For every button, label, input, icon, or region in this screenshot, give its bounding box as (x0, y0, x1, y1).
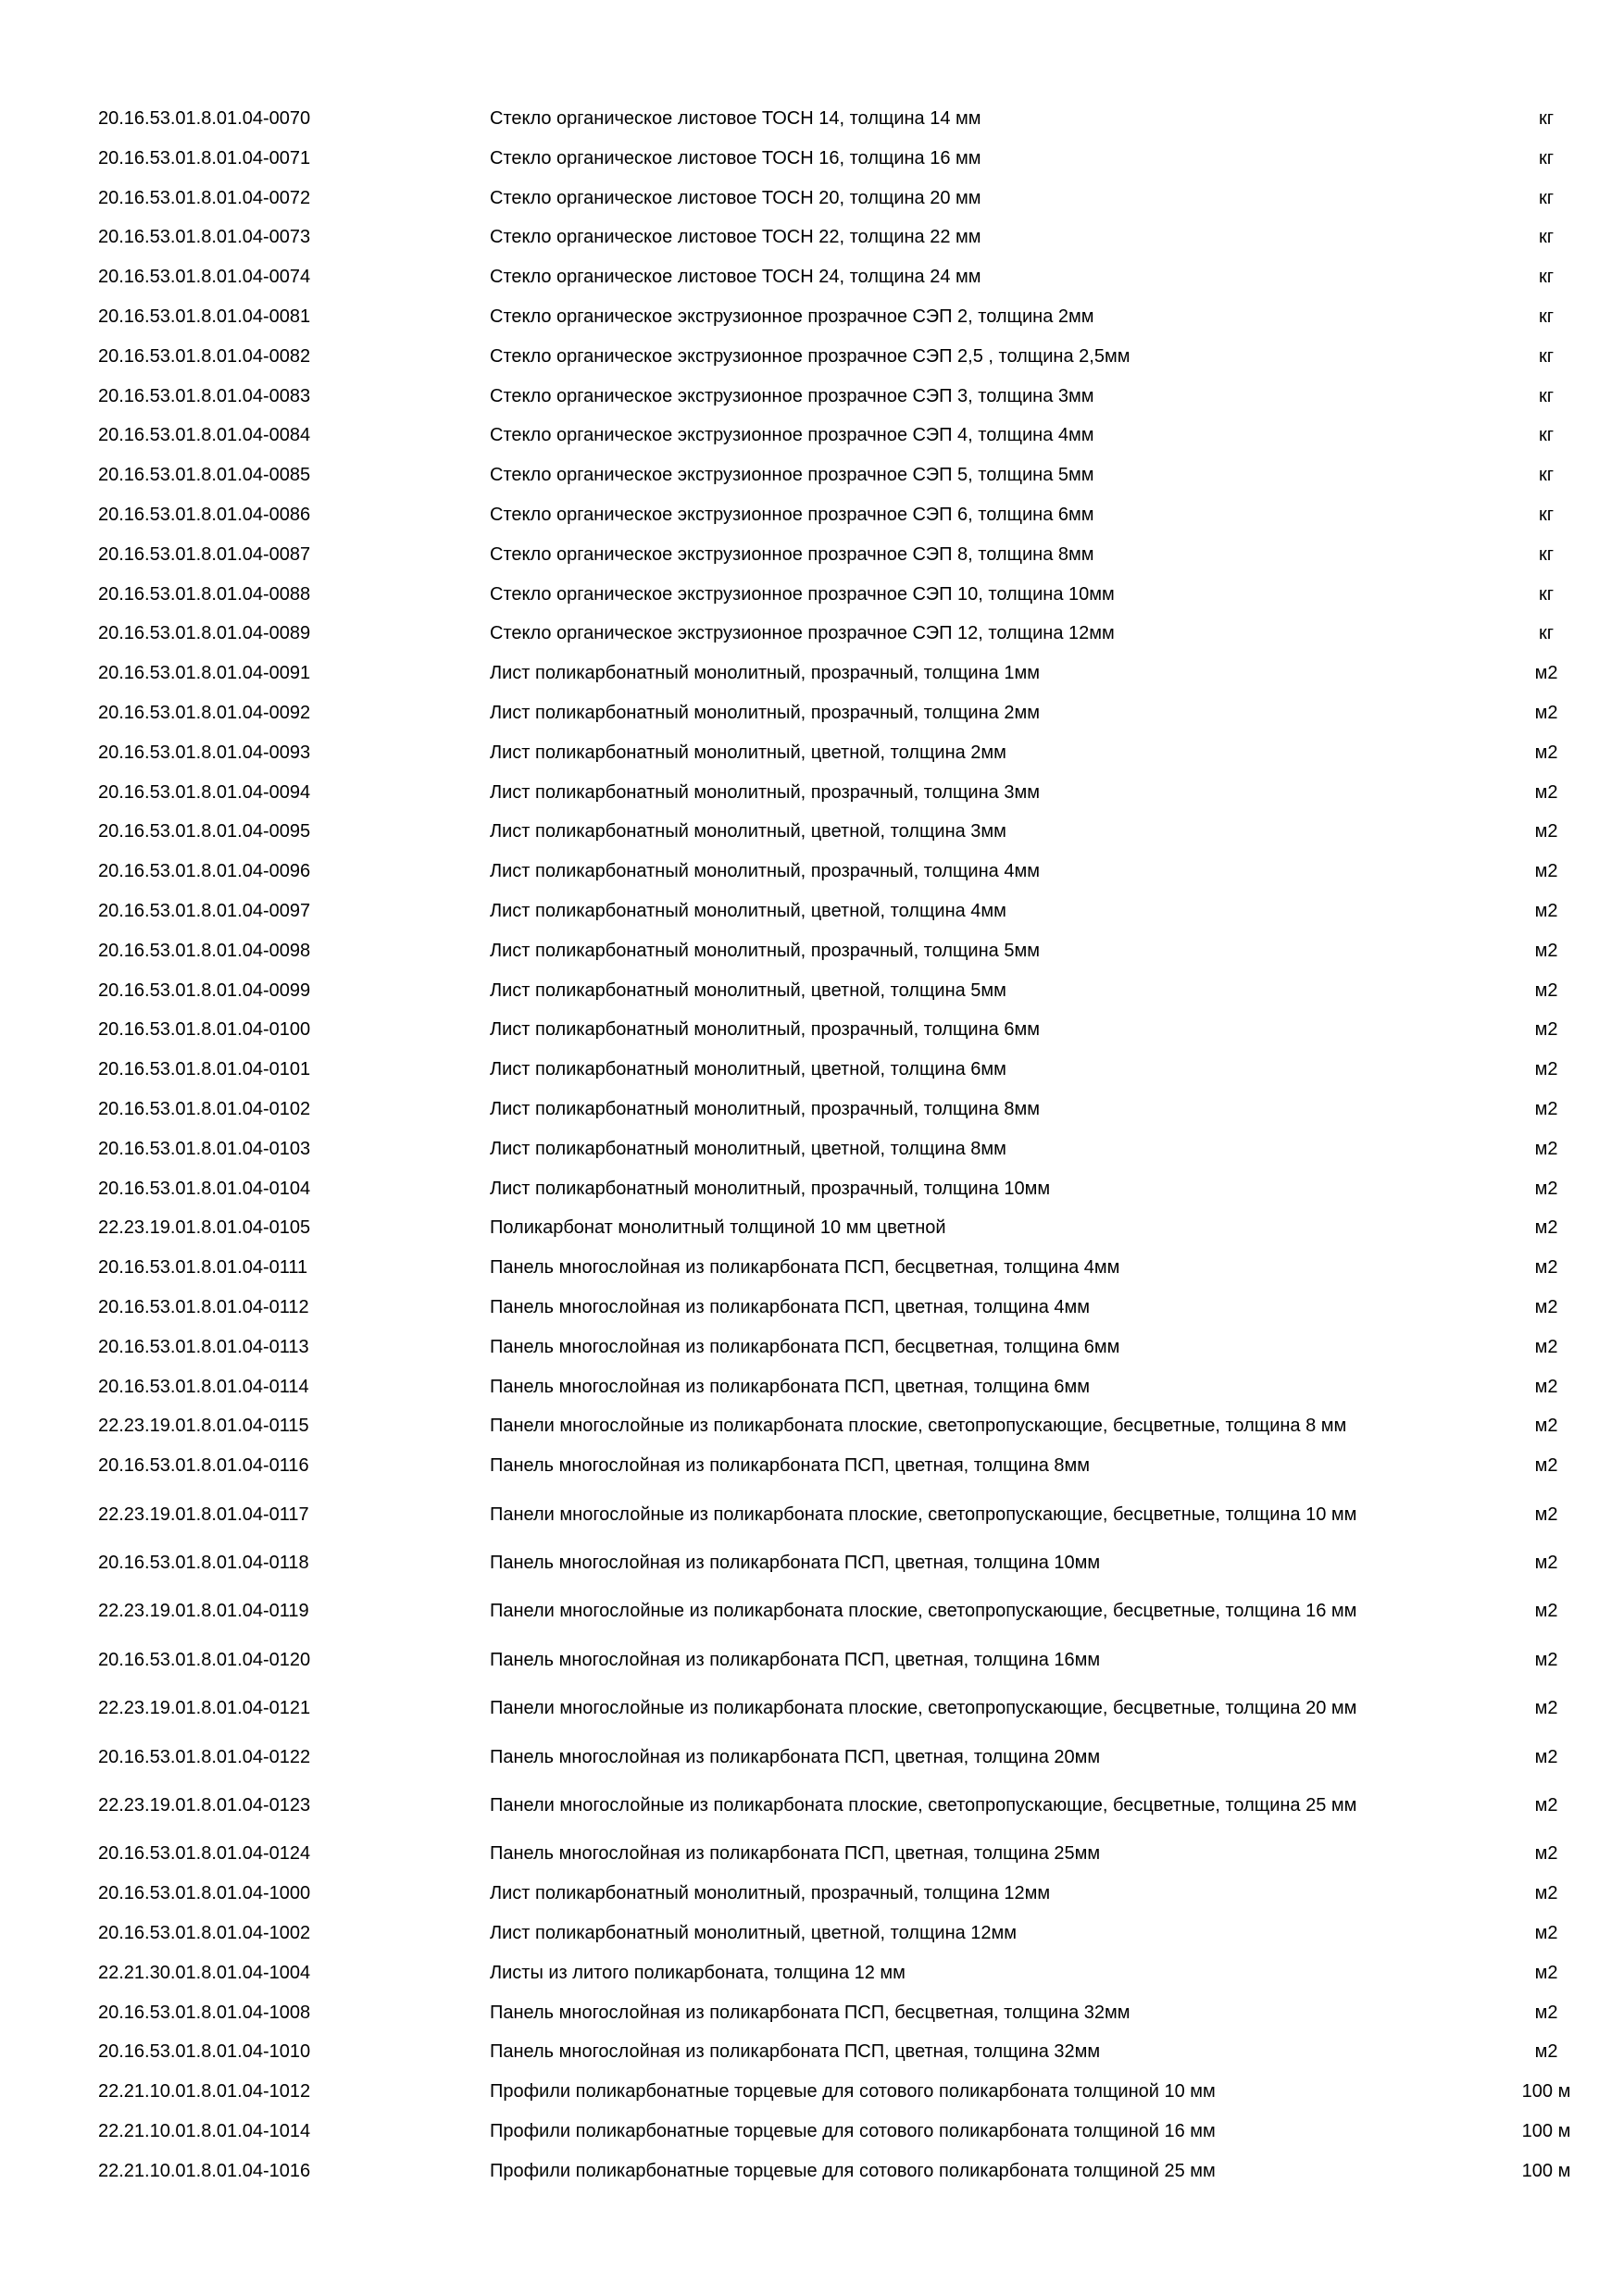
table-row (0, 1170, 1624, 1207)
item-code: 22.23.19.01.8.01.04-0123 (98, 1795, 311, 1816)
table-row (0, 140, 1624, 177)
item-code: 20.16.53.01.8.01.04-0116 (98, 1455, 309, 1477)
item-code: 22.23.19.01.8.01.04-0119 (98, 1601, 309, 1622)
table-row (0, 853, 1624, 890)
item-unit: кг (1538, 108, 1555, 129)
item-code: 20.16.53.01.8.01.04-1002 (98, 1923, 311, 1943)
item-name: Стекло органическое листовое ТОСН 16, толщина 16 мм (490, 147, 981, 168)
table-row (0, 972, 1624, 1009)
item-name: Панель многослойная из поликарбоната ПСП, цветная, толщина 6мм (490, 1376, 1091, 1397)
item-code: 22.21.10.01.8.01.04-1012 (98, 2081, 311, 2103)
item-name: Стекло органическое листовое ТОСН 22, толщина 22 мм (490, 227, 981, 248)
table-row (0, 892, 1624, 930)
table-row (0, 576, 1624, 613)
item-unit: 100 м (1521, 2160, 1571, 2181)
item-unit: кг (1538, 267, 1555, 288)
table-row (0, 1209, 1624, 1246)
item-code: 20.16.53.01.8.01.04-0091 (98, 663, 311, 684)
item-code: 20.16.53.01.8.01.04-0070 (98, 108, 311, 129)
item-code: 20.16.53.01.8.01.04-0097 (98, 901, 311, 921)
item-unit: м2 (1534, 2041, 1558, 2063)
item-name: Профили поликарбонатные торцевые для сотового поликарбоната толщиной 10 мм (490, 2081, 1216, 2103)
item-unit: м2 (1534, 1138, 1558, 1159)
item-name: Лист поликарбонатный монолитный, цветной, толщина 6мм (490, 1059, 1006, 1080)
item-code: 20.16.53.01.8.01.04-0102 (98, 1099, 311, 1119)
table-row (0, 1954, 1624, 1991)
item-unit: м2 (1534, 2002, 1558, 2023)
item-name: Панель многослойная из поликарбоната ПСП, цветная, толщина 32мм (490, 2041, 1101, 2063)
item-code: 20.16.53.01.8.01.04-0113 (98, 1336, 309, 1357)
item-unit: м2 (1534, 1178, 1558, 1199)
item-code: 20.16.53.01.8.01.04-1008 (98, 2002, 311, 2023)
item-code: 20.16.53.01.8.01.04-0100 (98, 1019, 311, 1041)
item-name: Панель многослойная из поликарбоната ПСП, цветная, толщина 4мм (490, 1297, 1091, 1317)
item-code: 20.16.53.01.8.01.04-0074 (98, 267, 311, 288)
item-name: Стекло органическое экструзионное прозрачное СЭП 10, толщина 10мм (490, 583, 1115, 605)
item-unit: м2 (1534, 1504, 1558, 1525)
item-unit: кг (1538, 227, 1555, 248)
item-name: Стекло органическое листовое ТОСН 14, толщина 14 мм (490, 108, 981, 129)
item-code: 20.16.53.01.8.01.04-0083 (98, 385, 311, 406)
item-name: Панель многослойная из поликарбоната ПСП, цветная, толщина 10мм (490, 1553, 1101, 1573)
item-code: 22.23.19.01.8.01.04-0115 (98, 1416, 309, 1437)
table-row (0, 258, 1624, 295)
table-row (0, 1787, 1624, 1824)
item-unit: м2 (1534, 1217, 1558, 1239)
item-name: Панели многослойные из поликарбоната плоские, светопропускающие, бесцветные, толщина 25 мм (490, 1795, 1357, 1816)
item-name: Листы из литого поликарбоната, толщина 12 мм (490, 1962, 906, 1983)
item-name: Стекло органическое листовое ТОСН 20, толщина 20 мм (490, 187, 981, 208)
table-row (0, 813, 1624, 850)
item-unit: м2 (1534, 1059, 1558, 1080)
item-unit: 100 м (1521, 2121, 1571, 2141)
item-code: 20.16.53.01.8.01.04-0082 (98, 345, 311, 367)
table-row (0, 1447, 1624, 1484)
item-name: Лист поликарбонатный монолитный, прозрачный, толщина 10мм (490, 1178, 1051, 1199)
item-name: Панель многослойная из поликарбоната ПСП, цветная, толщина 20мм (490, 1746, 1101, 1767)
item-name: Панели многослойные из поликарбоната плоские, светопропускающие, бесцветные, толщина 10 мм (490, 1504, 1357, 1525)
item-name: Лист поликарбонатный монолитный, цветной, толщина 2мм (490, 742, 1006, 763)
item-name: Панель многослойная из поликарбоната ПСП, цветная, толщина 8мм (490, 1455, 1091, 1477)
item-code: 20.16.53.01.8.01.04-0087 (98, 543, 311, 565)
item-name: Панель многослойная из поликарбоната ПСП, цветная, толщина 25мм (490, 1843, 1101, 1865)
item-unit: м2 (1534, 703, 1558, 723)
item-name: Профили поликарбонатные торцевые для сотового поликарбоната толщиной 16 мм (490, 2121, 1216, 2141)
item-code: 20.16.53.01.8.01.04-0099 (98, 980, 311, 1001)
item-code: 20.16.53.01.8.01.04-0093 (98, 742, 311, 763)
item-unit: м2 (1534, 1843, 1558, 1865)
item-code: 20.16.53.01.8.01.04-0124 (98, 1843, 311, 1865)
item-code: 20.16.53.01.8.01.04-0084 (98, 425, 311, 446)
item-name: Стекло органическое экструзионное прозрачное СЭП 12, толщина 12мм (490, 623, 1115, 644)
item-code: 22.23.19.01.8.01.04-0121 (98, 1698, 311, 1719)
table-row (0, 417, 1624, 454)
table-row (0, 734, 1624, 771)
item-unit: м2 (1534, 901, 1558, 921)
item-code: 20.16.53.01.8.01.04-0114 (98, 1376, 309, 1397)
table-row (0, 298, 1624, 335)
item-unit: м2 (1534, 1601, 1558, 1622)
item-unit: м2 (1534, 1336, 1558, 1357)
table-row (0, 1994, 1624, 2031)
item-unit: м2 (1534, 1746, 1558, 1767)
item-unit: м2 (1534, 980, 1558, 1001)
item-code: 22.21.10.01.8.01.04-1014 (98, 2121, 311, 2141)
item-unit: кг (1538, 345, 1555, 367)
item-unit: м2 (1534, 1019, 1558, 1041)
item-name: Лист поликарбонатный монолитный, прозрачный, толщина 12мм (490, 1883, 1051, 1904)
item-code: 20.16.53.01.8.01.04-0111 (98, 1257, 308, 1279)
item-name: Лист поликарбонатный монолитный, прозрачный, толщина 8мм (490, 1099, 1040, 1119)
table-row (0, 496, 1624, 533)
item-code: 20.16.53.01.8.01.04-1010 (98, 2041, 311, 2063)
table-row (0, 378, 1624, 415)
item-code: 22.21.30.01.8.01.04-1004 (98, 1962, 311, 1983)
item-unit: кг (1538, 306, 1555, 327)
item-unit: кг (1538, 425, 1555, 446)
item-unit: м2 (1534, 781, 1558, 803)
item-code: 20.16.53.01.8.01.04-0122 (98, 1746, 311, 1767)
item-name: Лист поликарбонатный монолитный, прозрачный, толщина 1мм (490, 663, 1040, 684)
item-unit: м2 (1534, 1099, 1558, 1119)
item-name: Лист поликарбонатный монолитный, цветной, толщина 4мм (490, 901, 1006, 921)
item-name: Лист поликарбонатный монолитный, прозрачный, толщина 5мм (490, 940, 1040, 961)
item-name: Стекло органическое листовое ТОСН 24, толщина 24 мм (490, 267, 981, 288)
item-name: Стекло органическое экструзионное прозрачное СЭП 2,5 , толщина 2,5мм (490, 345, 1131, 367)
table-row (0, 932, 1624, 969)
item-name: Панели многослойные из поликарбоната плоские, светопропускающие, бесцветные, толщина 8 мм (490, 1416, 1347, 1437)
item-name: Лист поликарбонатный монолитный, прозрачный, толщина 4мм (490, 861, 1040, 882)
item-unit: м2 (1534, 1257, 1558, 1279)
item-unit: м2 (1534, 1962, 1558, 1983)
item-code: 20.16.53.01.8.01.04-0088 (98, 583, 311, 605)
item-unit: м2 (1534, 1883, 1558, 1904)
item-unit: м2 (1534, 821, 1558, 842)
item-name: Стекло органическое экструзионное прозрачное СЭП 4, толщина 4мм (490, 425, 1094, 446)
item-unit: м2 (1534, 861, 1558, 882)
item-unit: м2 (1534, 1698, 1558, 1719)
item-unit: м2 (1534, 1795, 1558, 1816)
item-name: Лист поликарбонатный монолитный, прозрачный, толщина 2мм (490, 703, 1040, 723)
item-code: 20.16.53.01.8.01.04-0095 (98, 821, 311, 842)
item-code: 20.16.53.01.8.01.04-0092 (98, 703, 311, 723)
item-name: Стекло органическое экструзионное прозрачное СЭП 5, толщина 5мм (490, 465, 1094, 486)
table-row (0, 1739, 1624, 1776)
table-row (0, 456, 1624, 493)
table-row (0, 338, 1624, 375)
item-unit: м2 (1534, 1297, 1558, 1317)
item-code: 22.21.10.01.8.01.04-1016 (98, 2160, 311, 2181)
table-row (0, 1875, 1624, 1912)
item-unit: м2 (1534, 1455, 1558, 1477)
table-row (0, 1249, 1624, 1286)
table-row (0, 1641, 1624, 1678)
item-code: 20.16.53.01.8.01.04-0104 (98, 1178, 311, 1199)
item-unit: м2 (1534, 1923, 1558, 1943)
item-name: Стекло органическое экструзионное прозрачное СЭП 2, толщина 2мм (490, 306, 1094, 327)
table-row (0, 694, 1624, 731)
item-code: 22.23.19.01.8.01.04-0117 (98, 1504, 309, 1525)
item-code: 20.16.53.01.8.01.04-0118 (98, 1553, 309, 1573)
item-unit: м2 (1534, 1649, 1558, 1670)
item-name: Панель многослойная из поликарбоната ПСП, бесцветная, толщина 6мм (490, 1336, 1120, 1357)
item-name: Лист поликарбонатный монолитный, цветной, толщина 8мм (490, 1138, 1006, 1159)
item-unit: м2 (1534, 940, 1558, 961)
table-row (0, 536, 1624, 573)
table-row (0, 655, 1624, 692)
item-code: 20.16.53.01.8.01.04-0073 (98, 227, 311, 248)
item-name: Панели многослойные из поликарбоната плоские, светопропускающие, бесцветные, толщина 20 мм (490, 1698, 1357, 1719)
item-name: Лист поликарбонатный монолитный, цветной, толщина 12мм (490, 1923, 1018, 1943)
item-code: 20.16.53.01.8.01.04-0101 (98, 1059, 311, 1080)
item-unit: кг (1538, 187, 1555, 208)
table-row (0, 218, 1624, 256)
item-name: Панель многослойная из поликарбоната ПСП, бесцветная, толщина 4мм (490, 1257, 1120, 1279)
item-unit: м2 (1534, 1376, 1558, 1397)
table-row (0, 180, 1624, 217)
table-row (0, 1915, 1624, 1952)
item-unit: кг (1538, 465, 1555, 486)
table-row (0, 1289, 1624, 1326)
item-name: Панели многослойные из поликарбоната плоские, светопропускающие, бесцветные, толщина 16 мм (490, 1601, 1357, 1622)
item-unit: м2 (1534, 1416, 1558, 1437)
table-row (0, 615, 1624, 652)
item-code: 20.16.53.01.8.01.04-0098 (98, 940, 311, 961)
item-code: 20.16.53.01.8.01.04-0081 (98, 306, 311, 327)
table-row (0, 1051, 1624, 1088)
item-code: 22.23.19.01.8.01.04-0105 (98, 1217, 311, 1239)
item-name: Лист поликарбонатный монолитный, цветной, толщина 3мм (490, 821, 1006, 842)
item-code: 20.16.53.01.8.01.04-0096 (98, 861, 311, 882)
table-row (0, 1091, 1624, 1128)
item-name: Стекло органическое экструзионное прозрачное СЭП 6, толщина 6мм (490, 505, 1094, 525)
item-name: Панель многослойная из поликарбоната ПСП, цветная, толщина 16мм (490, 1649, 1101, 1670)
table-row (0, 1544, 1624, 1581)
item-code: 20.16.53.01.8.01.04-0120 (98, 1649, 311, 1670)
table-row (0, 1592, 1624, 1629)
item-name: Лист поликарбонатный монолитный, цветной, толщина 5мм (490, 980, 1006, 1001)
table-row (0, 1130, 1624, 1167)
table-row (0, 1690, 1624, 1727)
item-code: 20.16.53.01.8.01.04-0112 (98, 1297, 309, 1317)
item-code: 20.16.53.01.8.01.04-0071 (98, 147, 311, 168)
table-row (0, 1329, 1624, 1366)
item-name: Стекло органическое экструзионное прозрачное СЭП 3, толщина 3мм (490, 385, 1094, 406)
item-code: 20.16.53.01.8.01.04-0085 (98, 465, 311, 486)
item-name: Профили поликарбонатные торцевые для сотового поликарбоната толщиной 25 мм (490, 2160, 1216, 2181)
item-unit: кг (1538, 385, 1555, 406)
item-unit: кг (1538, 583, 1555, 605)
table-row (0, 2113, 1624, 2150)
table-row (0, 100, 1624, 137)
item-code: 20.16.53.01.8.01.04-0103 (98, 1138, 311, 1159)
item-name: Панель многослойная из поликарбоната ПСП, бесцветная, толщина 32мм (490, 2002, 1131, 2023)
table-row (0, 2152, 1624, 2190)
table-row (0, 774, 1624, 811)
item-code: 20.16.53.01.8.01.04-0089 (98, 623, 311, 644)
item-code: 20.16.53.01.8.01.04-0072 (98, 187, 311, 208)
table-row (0, 1407, 1624, 1444)
item-unit: кг (1538, 543, 1555, 565)
table-row (0, 2073, 1624, 2110)
table-row (0, 1011, 1624, 1048)
item-name: Лист поликарбонатный монолитный, прозрачный, толщина 3мм (490, 781, 1040, 803)
item-unit: м2 (1534, 742, 1558, 763)
item-unit: м2 (1534, 1553, 1558, 1573)
item-name: Стекло органическое экструзионное прозрачное СЭП 8, толщина 8мм (490, 543, 1094, 565)
table-row (0, 1496, 1624, 1533)
item-unit: м2 (1534, 663, 1558, 684)
item-unit: кг (1538, 623, 1555, 644)
item-code: 20.16.53.01.8.01.04-0086 (98, 505, 311, 525)
item-code: 20.16.53.01.8.01.04-0094 (98, 781, 311, 803)
table-row (0, 1368, 1624, 1405)
table-row (0, 1835, 1624, 1872)
item-name: Поликарбонат монолитный толщиной 10 мм цветной (490, 1217, 946, 1239)
table-row (0, 2033, 1624, 2070)
item-code: 20.16.53.01.8.01.04-1000 (98, 1883, 311, 1904)
item-name: Лист поликарбонатный монолитный, прозрачный, толщина 6мм (490, 1019, 1040, 1041)
item-unit: кг (1538, 147, 1555, 168)
item-unit: 100 м (1521, 2081, 1571, 2103)
item-unit: кг (1538, 505, 1555, 525)
